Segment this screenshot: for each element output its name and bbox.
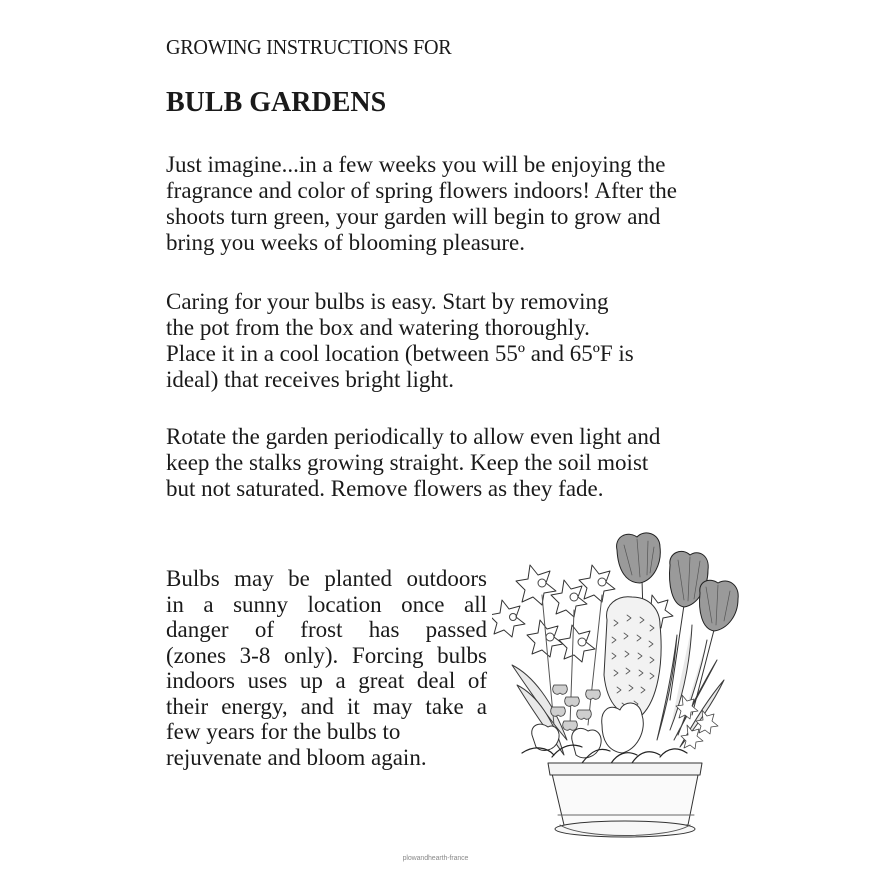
potted-bulb-garden-illustration-icon: [492, 525, 748, 845]
text-line: danger of frost has passed: [166, 617, 487, 642]
watermark: plowandhearth-france: [402, 855, 469, 862]
text-line: rejuvenate and bloom again.: [166, 744, 427, 770]
text-line: keep the stalks growing straight. Keep the soil moist: [166, 450, 649, 475]
text-line: Caring for your bulbs is easy. Start by removing: [166, 289, 609, 314]
text-line: Just imagine...in a few weeks you will be enjoying the: [166, 152, 666, 177]
text-line: few years for the bulbs to: [166, 719, 401, 744]
text-line: (zones 3-8 only). Forcing bulbs: [166, 642, 487, 668]
text-line: the pot from the box and watering thoroughly.: [166, 315, 590, 340]
text-line: their energy, and it may take a: [166, 693, 487, 719]
text-line: Rotate the garden periodically to allow even light and: [166, 424, 661, 449]
text-line: in a sunny location once all: [166, 591, 487, 617]
text-line: bring you weeks of blooming pleasure.: [166, 230, 525, 255]
page-title: BULB GARDENS: [166, 87, 387, 118]
text-line: Bulbs may be planted outdoors: [166, 566, 487, 591]
kicker-heading: GROWING INSTRUCTIONS FOR: [166, 35, 452, 59]
text-line: shoots turn green, your garden will begin to grow and: [166, 204, 661, 229]
text-line: but not saturated. Remove flowers as they fade.: [166, 476, 604, 501]
paragraph-care: [166, 289, 728, 393]
text-line: Place it in a cool location (between 55º and 65ºF is: [166, 341, 634, 366]
text-line: indoors uses up a great deal of: [166, 668, 487, 693]
paragraph-rotate: [166, 424, 728, 502]
paragraph-outdoors: [166, 566, 487, 770]
paragraph-intro: [166, 152, 728, 256]
text-line: fragrance and color of spring flowers indoors! After the: [166, 178, 677, 203]
text-line: ideal) that receives bright light.: [166, 367, 455, 392]
